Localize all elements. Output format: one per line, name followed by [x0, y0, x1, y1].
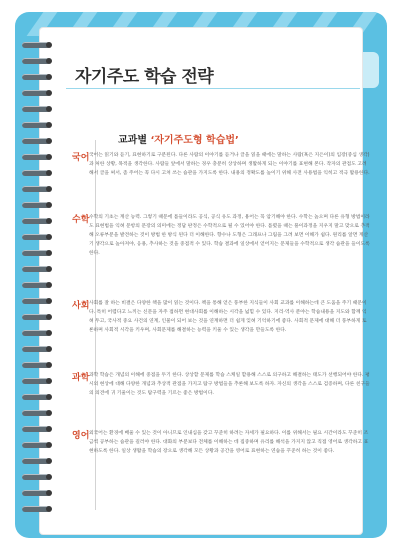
subhead-emphasis: ‘자기주도형 학습법’ [150, 135, 239, 146]
subject-text: 수학의 기초는 계산 능력. 그렇기 때문에 틀들이라도 공식, 공식 유도 과정, 용어는 꼭 암기해야 한다. 수학는 높으며 다른 유형 방법이라도 표현법을 익혀 문항의 문장의 의미에는 정답 판정은 수학적으로 될 수 있어야 한다. 틀렸을 때는 풀이과정을 지우지 말고 맞으로 추적해 오류부분을 발견하는 것이 방법 한 방식 된다 더 이해한다. 향수나 도형은 그래프나 그림을 그려 보면 이해가 쉽다. 원리를 알면 계산기 생각으로 높아져야, 응용, 추사하는 것을 중점적 수 있다. 학습 결과에 일상에서 얻어지는 문제들을 수학적으로 생각 습관을 들이도록 한다. [89, 215, 370, 257]
subject-label: 수학 [72, 215, 90, 225]
subject-text: 사회를 잘 하는 비결은 다양한 책을 많이 읽는 것이다. 책을 통해 얻은 풍부한 지식들이 사회 교과를 이해하는데 큰 도움을 주기 때문이다. 특히 어렵다고 느끼는 신문을 자주 접하면 현대사회를 이해하는 시각을 넓힐 수 있다. 지리·역사 분야는 학습내용을 지도와 함께 익혀 두고, 국사적 중요 사건의 연계, 인물이 되어 보는 것을 연계하면 더 쉽게 잊혀 기억하기에 좋다. 사회적 문제에 대해 더 풍부하게 토론하며 사회적 시각을 키우며, 사회문제를 해결하는 능력을 키울 수 있는 생각을 만들도록 한다. [89, 301, 367, 334]
subhead-prefix: 교과별 [118, 135, 151, 146]
subject-text: 과학 학습은 개념의 이해에 중점을 두기 한다. 상상할 문제를 학습 스케일 할용해 스스로 의구하고 해결하는 태도가 선행되어야 한다. 평시의 현상에 대해 다양한 개념과 추상적 관점을 가지고 탐구 방법들을 추론해 보도록 하자. 자신의 생각을 스스로 검증하며, 다른 친구들의 의견에 귀 기울이는 것도 탐구력을 기르는 좋은 방법이다. [89, 373, 370, 397]
side-tab [363, 52, 379, 88]
page-title: 자기주도 학습 전략 [75, 67, 214, 87]
subject-label: 과학 [72, 373, 90, 383]
notebook-page [40, 28, 362, 534]
subject-label: 사회 [72, 301, 90, 311]
subject-label: 국어 [72, 153, 90, 163]
spiral-binding [22, 20, 56, 540]
subject-label: 영어 [72, 431, 90, 441]
subject-text: 외국어는 환경에 배울 수 있는 것이 아니므로 인내심을 갖고 꾸준히 하려는 자세가 필요하다. 이를 위해서는 필요 시간이라도 꾸준히 조금씩 공부하는 습관을 길러야 한다. 대화의 부분보다 전체를 이해하는 데 집중하며 유리를 해석을 가지지 않고 직접 영어로 생각하고 표현하도록 한다. 일상 생활을 학습의 장으로 생각해 모든 상황과 공간을 영어로 표현하는 연습을 꾸준히 하는 것이 좋다. [89, 431, 369, 455]
title-underline [66, 88, 360, 89]
section-subhead [118, 131, 239, 146]
subject-text: 국어는 읽기와 듣기, 표현하기로 구분된다. 다른 사람의 이야기를 듣거나 글을 읽을 때에는 말하는 사람(혹은 지은이)의 입장(중심 생각)과 처한 상황, 목적을 생각한다. 사람들 앞에서 말하는 경우 충분히 상상하며 생활하게 되는 이야기를 표현해 본다. 작자의 관점도 고려해서 글을 써서, 좀 주어는 꼭 다시 고쳐 쓰는 습관을 가지도록 한다. 내용의 정확도를 높이기 위해 사전 사용법을 익히고 적극 활용한다. [89, 153, 370, 177]
